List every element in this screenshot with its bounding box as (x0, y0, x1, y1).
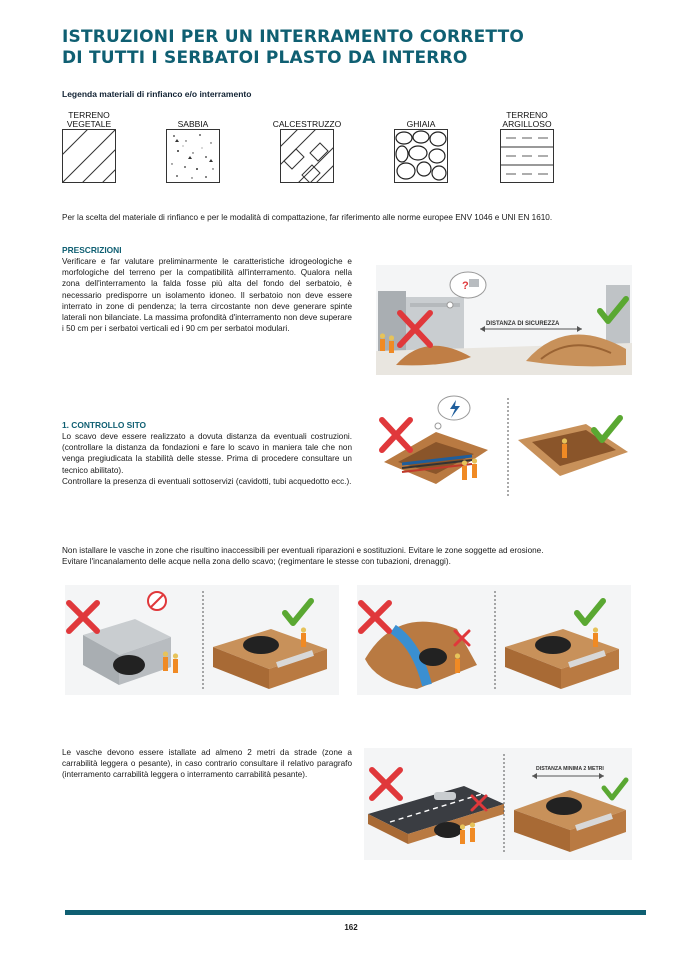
dots-pattern-icon (166, 129, 220, 183)
worker-icon (301, 627, 306, 647)
no-crane-sign-icon (148, 592, 166, 610)
pebbles-pattern-icon (394, 129, 448, 183)
legend-item-sabbia (158, 107, 228, 183)
intro-text: Per la scelta del materiale di rinfianco e per le modalità di compattazione, far riferimento alle norme europee ENV 1046 e UNI EN 1610. (62, 213, 553, 222)
page-title (62, 27, 622, 69)
site-check-illustration (376, 392, 632, 502)
svg-text:?: ? (462, 280, 469, 292)
controllo-text: Lo scavo deve essere realizzato a dovuta distanza da eventuali costruzioni. (controllare la distanza da fondazioni e fare lo scavo in maniera tale che non venga pregiudicata la stabilità delle stesse. Prima di procedere consultare un tecnico abilitato). Controllare la presenza di eventuali sottoservizi (cavidotti, tubi acquedotto ecc.). (62, 432, 352, 486)
legend-item-ghiaia (386, 107, 456, 183)
legend-label: CALCESTRUZZO (272, 119, 342, 129)
dashed-rows-pattern-icon (500, 129, 554, 183)
page-number: 162 (344, 923, 358, 932)
safety-distance-illustration (376, 265, 632, 375)
legend-title: Legenda materiali di rinfianco e/o interramento (62, 89, 252, 99)
legend-label: GHIAIA (406, 119, 436, 129)
legend-item-terreno-argilloso (492, 107, 562, 183)
road-distance-illustration (364, 748, 632, 860)
section-heading-controllo-sito: 1. CONTROLLO SITO (62, 420, 147, 430)
legend-item-terreno-vegetale (54, 107, 124, 183)
prescrizioni-text: Verificare e far valutare preliminarmente le caratteristiche idrogeologiche e morfologiche del terreno per la compatibilità all'interramento. Qualora nella zona dell'interramento la falda fosse più alta del fondo del serbatoio, è necessario predisporre un isolamento idoneo. Il serbatoio non deve essere interrato in zone di pendenza; la terra circostante non deve generare spinte laterali non bilanciate. La massima profondità d'interramento non deve superare i 50 cm per i serbatoi verticali ed i 90 cm per serbatoi modulari. (62, 257, 352, 334)
legend-item-calcestruzzo (272, 107, 342, 183)
inaccessibili-text: Non istallare le vasche in zone che risultino inaccessibili per eventuali riparazioni e sostituzioni. Evitare le zone soggette ad erosione. Evitare l'incanalamento delle acque nella zona dello scavo; (regimentare le stesse con tubazioni, drenaggi). (62, 546, 544, 567)
legend-label: TERRENO ARGILLOSO (502, 110, 552, 129)
diagonal-lines-pattern-icon (62, 129, 116, 183)
erosion-illustration (357, 585, 631, 695)
page-title-line-1: ISTRUZIONI PER UN INTERRAMENTO CORRETTO (62, 27, 525, 47)
inaccessible-zone-illustration (65, 585, 339, 695)
footer-bar (65, 910, 646, 915)
legend-label: TERRENO VEGETALE (66, 110, 112, 129)
worker-icon (455, 653, 460, 673)
min-distance-label: DISTANZA MINIMA 2 METRI (536, 766, 604, 772)
legend-label: SABBIA (177, 119, 209, 129)
worker-icon (562, 438, 567, 458)
worker-icon (593, 627, 598, 647)
safety-distance-label: DISTANZA DI SICUREZZA (486, 321, 560, 327)
strade-text: Le vasche devono essere istallate ad almeno 2 metri da strade (zone a carrabilità leggera o pesante), in caso contrario consultare il relativo paragrafo (interramento carrabilità leggera o interramento carrabilità pesante). (62, 748, 352, 780)
section-heading-prescrizioni: PRESCRIZIONI (62, 245, 122, 255)
concrete-pattern-icon (280, 129, 334, 183)
materials-legend (62, 107, 557, 189)
page-title-line-2: DI TUTTI I SERBATOI PLASTO DA INTERRO (62, 48, 468, 68)
